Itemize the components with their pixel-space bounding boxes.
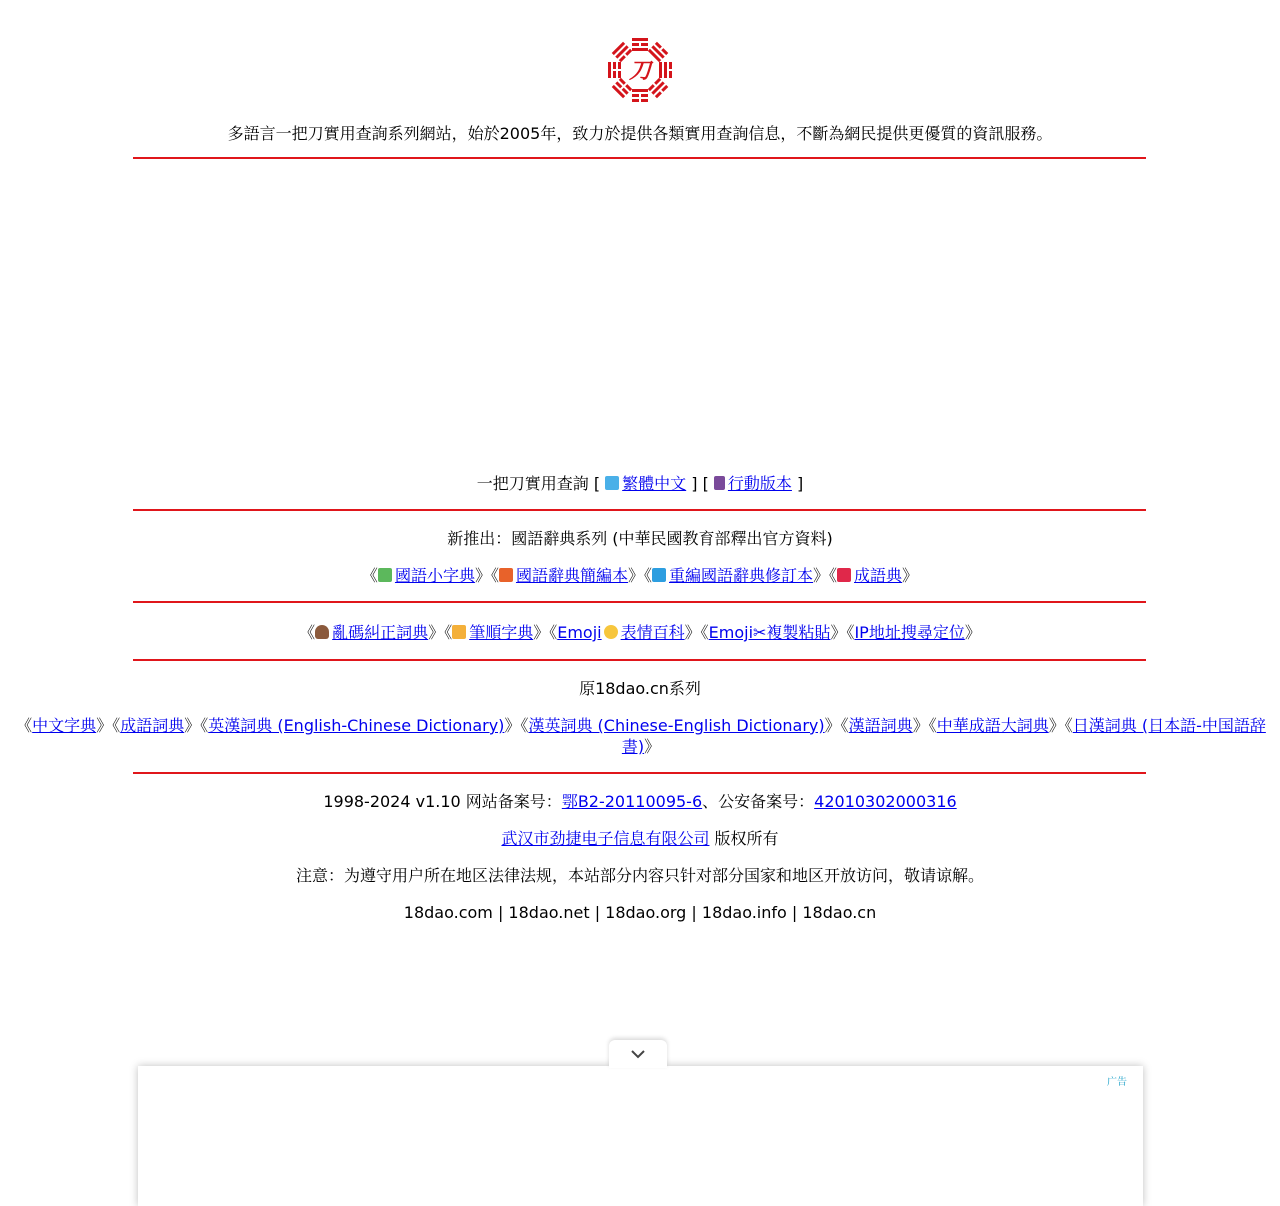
icp-registration-link[interactable]: 鄂B2-20110095-6 [561, 792, 703, 811]
police-registration-link[interactable]: 42010302000316 [814, 792, 957, 811]
new-release-links: 《 國語小字典》《 國語辭典簡編本》《 重編國語辭典修訂本》《 成語典》 [361, 566, 919, 585]
company-link[interactable]: 武汉市劲捷电子信息有限公司 [501, 829, 710, 848]
green-book-icon [378, 568, 392, 582]
chinese-dictionary-link[interactable]: 中文字典 [32, 716, 97, 735]
japanese-chinese-dictionary-link[interactable]: 日漢詞典 (日本語-中国語辞書) [621, 716, 1266, 756]
chinese-english-dictionary-link[interactable]: 漢英詞典 (Chinese-English Dictionary) [528, 716, 825, 735]
idiom-dictionary-link[interactable]: 成語典 [837, 566, 902, 585]
stroke-order-dictionary-link[interactable]: 筆順字典 [452, 623, 533, 642]
footer-company: 武汉市劲捷电子信息有限公司 版权所有 [501, 829, 779, 848]
tools-links: 《 亂碼糾正詞典》《 筆順字典》《Emoji 表情百科》《Emoji✂複製粘貼》《IP地址搜尋定位》 [299, 623, 981, 642]
english-chinese-dictionary-link[interactable]: 英漢詞典 (English-Chinese Dictionary) [208, 716, 505, 735]
emoji-encyclopedia-link[interactable]: Emoji 表情百科 [557, 623, 685, 642]
pile-of-poo-icon [315, 625, 329, 639]
mojibake-dictionary-link[interactable]: 亂碼糾正詞典 [315, 623, 428, 642]
ad-collapse-button[interactable] [609, 1040, 667, 1068]
red-book-icon [837, 568, 851, 582]
emoji-copy-paste-link[interactable]: Emoji✂複製粘貼 [708, 623, 831, 642]
chinese-idiom-big-dictionary-link[interactable]: 中華成語大詞典 [936, 716, 1049, 735]
legacy-links: 《中文字典》《成語詞典》《英漢詞典 (English-Chinese Dictionary)》《漢英詞典 (Chinese-English Dictionary)》《漢語詞典》《中華成語大詞典》《日漢詞典 (日本語-中国語辞書)》 [16, 716, 1266, 756]
divider [133, 772, 1146, 774]
chevron-down-icon [631, 1050, 645, 1059]
mandarin-concise-dictionary-link[interactable]: 國語辭典簡編本 [499, 566, 628, 585]
ad-banner[interactable] [138, 1066, 1143, 1206]
svg-text:刀: 刀 [628, 59, 652, 84]
writing-hand-icon [452, 625, 466, 639]
revised-mandarin-dictionary-link[interactable]: 重編國語辭典修訂本 [652, 566, 813, 585]
desktop-computer-icon [605, 476, 619, 490]
divider [133, 157, 1146, 159]
mobile-phone-icon [714, 476, 725, 490]
footer-registration: 1998-2024 v1.10 网站备案号：鄂B2-20110095-6、公安备案号：42010302000316 [323, 792, 957, 811]
mobile-version-link[interactable]: 行動版本 [714, 474, 792, 493]
footer-domains: 18dao.com | 18dao.net | 18dao.org | 18dao.info | 18dao.cn [403, 903, 877, 922]
version-bar: 一把刀實用查詢 [ 繁體中文 ] [ 行動版本 ] [476, 474, 804, 493]
ip-lookup-link[interactable]: IP地址搜尋定位 [854, 623, 965, 642]
divider [133, 509, 1146, 511]
divider [133, 659, 1146, 661]
blue-book-icon [652, 568, 666, 582]
orange-book-icon [499, 568, 513, 582]
footer-notice: 注意：为遵守用户所在地区法律法规，本站部分内容只针对部分国家和地区开放访问，敬请谅解。 [295, 866, 984, 885]
divider [133, 601, 1146, 603]
grinning-face-icon [604, 625, 618, 639]
bagua-trigram-logo-icon [606, 36, 674, 104]
new-release-title: 新推出：國語辭典系列 (中華民國教育部釋出官方資料) [447, 529, 833, 548]
legacy-series-title: 原18dao.cn系列 [579, 679, 701, 698]
site-tagline: 多語言一把刀實用查詢系列網站，始於2005年，致力於提供各類實用查詢信息，不斷為網民提供更優質的資訊服務。 [227, 124, 1053, 143]
chinese-word-dictionary-link[interactable]: 漢語詞典 [848, 716, 913, 735]
ad-label: 广告 [1107, 1077, 1127, 1088]
idiom-dictionary-legacy-link[interactable]: 成語詞典 [120, 716, 185, 735]
site-logo [606, 36, 674, 104]
mandarin-small-dictionary-link[interactable]: 國語小字典 [378, 566, 475, 585]
traditional-chinese-link[interactable]: 繁體中文 [605, 474, 686, 493]
